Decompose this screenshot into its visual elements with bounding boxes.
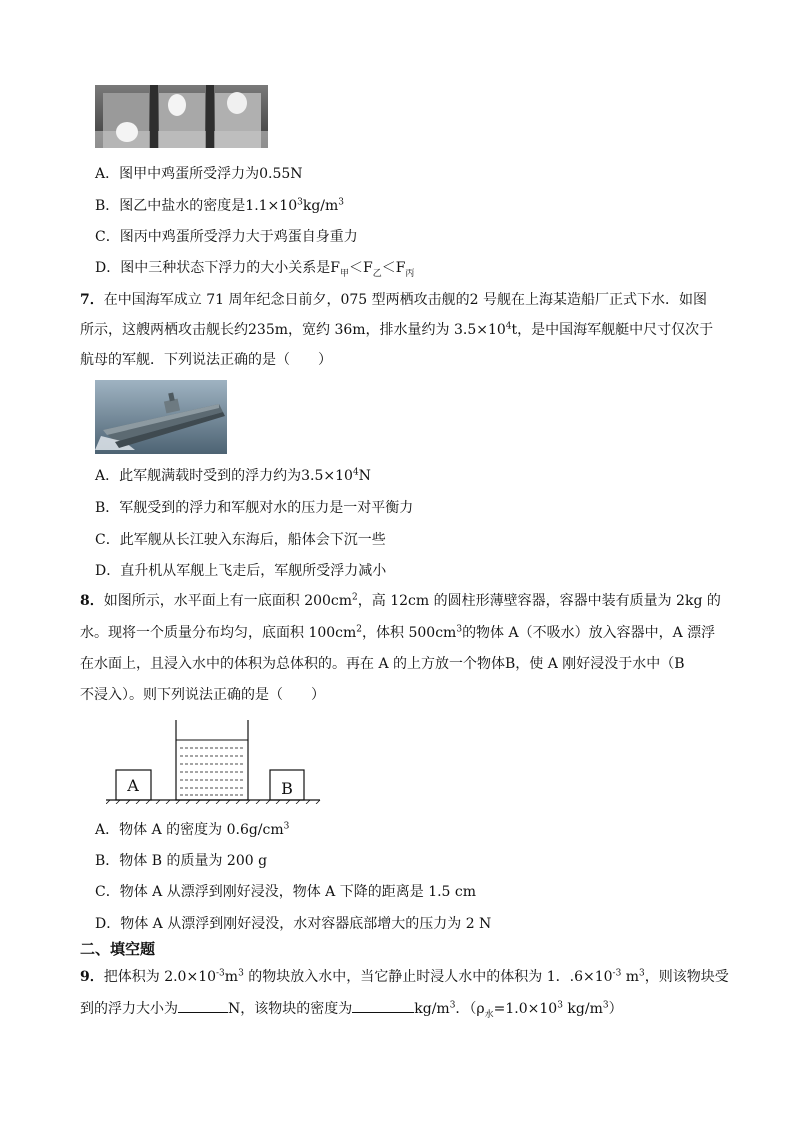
q8-option-a	[95, 820, 289, 840]
question-text: N，该物块的密度为	[228, 1001, 353, 1017]
question-text: 所示，这艘两栖攻击舰长约235m，宽约 36m，排水量约为 3.5×10	[80, 322, 506, 338]
question-text: 在中国海军成立 71 周年纪念日前夕，075 型两栖攻击舰的2 号舰在上海某造船厂正式下水．如图	[103, 292, 707, 308]
question-text: 如图所示，水平面上有一底面积 200cm	[103, 593, 353, 609]
option-letter: C．	[95, 229, 120, 245]
question-text: m	[621, 969, 640, 985]
q6-option-c	[95, 227, 358, 247]
option-text: 物体 B 的质量为 200 g	[119, 853, 268, 869]
option-letter: C．	[95, 532, 120, 548]
question-number: 8．	[80, 593, 104, 609]
question-text: 航母的军舰．下列说法正确的是（ ）	[80, 352, 332, 368]
question-text: ，体积 500cm	[362, 625, 457, 641]
q7-option-b	[95, 498, 413, 518]
question-text: ，高 12cm 的圆柱形薄壁容器，容器中装有质量为 2kg 的	[357, 593, 721, 609]
q8-stem-line-2	[80, 623, 715, 643]
q7-stem-line-2	[80, 320, 713, 340]
question-text: 不浸入）。则下列说法正确的是（ ）	[80, 687, 325, 703]
option-text: 物体 A 从漂浮到刚好浸没，物体 A 下降的距离是 1.5 cm	[119, 884, 477, 900]
option-letter: B．	[95, 500, 120, 516]
subscript: 甲	[339, 268, 349, 279]
egg-experiment-photo	[95, 85, 268, 148]
q6-option-a	[95, 164, 303, 184]
question-number: 7．	[80, 292, 104, 308]
unit-text: kg/m	[302, 198, 339, 214]
exponent: 3	[602, 1000, 609, 1011]
answer-blank-density[interactable]	[352, 998, 414, 1013]
option-text: ＜F	[381, 260, 406, 276]
option-text: 图甲中鸡蛋所受浮力为0.55N	[119, 166, 303, 182]
option-letter: D．	[95, 916, 121, 932]
option-text: 直升机从军舰上飞走后，军舰所受浮力减小	[120, 563, 387, 579]
question-text: 的物体 A（不吸水）放入容器中，A 漂浮	[462, 625, 716, 641]
exponent: 3	[449, 1000, 456, 1011]
option-text: 物体 A 从漂浮到刚好浸没，水对容器底部增大的压力为 2 N	[120, 916, 492, 932]
option-letter: A．	[95, 166, 120, 182]
section-heading-fill-in: 二、填空题	[80, 940, 156, 958]
question-text: m	[224, 969, 239, 985]
q8-option-d	[95, 914, 491, 934]
question-text: 到的浮力大小为	[80, 1001, 178, 1017]
subscript: 水	[484, 1009, 494, 1020]
option-text: 图乙中盐水的密度是1.1×10	[119, 198, 298, 214]
subscript: 乙	[372, 268, 382, 279]
question-number: 9．	[80, 969, 104, 985]
q7-option-a	[95, 466, 371, 486]
q8-stem-line-3	[80, 654, 685, 674]
option-letter: D．	[95, 563, 121, 579]
q9-stem-line-1	[80, 967, 729, 987]
q8-stem-line-1	[80, 591, 721, 611]
q7-stem-line-1	[80, 290, 707, 310]
exponent: 3	[557, 1000, 563, 1011]
exponent: -3	[216, 968, 225, 979]
water-hatching	[180, 748, 244, 795]
warship-photo	[95, 380, 227, 454]
option-letter: A．	[95, 468, 120, 484]
question-text: 在水面上，且浸入水中的体积为总体积的。再在 A 的上方放一个物体B，使 A 刚好浸没于水中（B	[80, 656, 685, 672]
exponent: 3	[338, 197, 345, 208]
question-text: ，则该物块受	[644, 969, 729, 985]
q9-stem-line-2	[80, 998, 623, 1019]
exponent: 3	[297, 197, 303, 208]
subscript: 丙	[405, 268, 415, 279]
question-text: =1.0×10	[493, 1001, 558, 1017]
option-letter: B．	[95, 198, 120, 214]
option-text: 此军舰从长江驶入东海后，船体会下沉一些	[119, 532, 386, 548]
option-letter: B．	[95, 853, 120, 869]
answer-blank-buoyancy[interactable]	[178, 998, 228, 1013]
q7-option-c	[95, 530, 386, 550]
option-text: 图中三种状态下浮力的大小关系是F	[120, 260, 340, 276]
question-text: ．（ρ	[455, 1001, 485, 1017]
q7-stem-line-3	[80, 350, 332, 370]
exponent: 4	[352, 467, 359, 478]
unit-text: N	[358, 468, 371, 484]
question-text: ）	[608, 1001, 623, 1017]
exponent: 3	[639, 968, 645, 979]
question-text: 水。现将一个质量分布均匀，底面积 100cm	[80, 625, 357, 641]
block-a-label: A	[127, 776, 139, 795]
container-diagram	[106, 718, 324, 804]
q7-option-d	[95, 561, 386, 581]
option-text: 物体 A 的密度为 0.6g/cm	[119, 822, 284, 838]
option-text: ＜F	[348, 260, 373, 276]
exponent: 4	[505, 321, 512, 332]
q8-stem-line-4	[80, 685, 325, 705]
block-b-label: B	[281, 779, 293, 798]
unit-text: kg/m	[414, 1001, 450, 1017]
unit-text: kg/m	[562, 1001, 603, 1017]
question-text: 的物块放入水中，当它静止时浸人水中的体积为 1．.6×10	[243, 969, 613, 985]
exponent: 3	[283, 821, 290, 832]
exponent: 3	[456, 624, 463, 635]
option-text: 军舰受到的浮力和军舰对水的压力是一对平衡力	[119, 500, 414, 516]
option-text: 图丙中鸡蛋所受浮力大于鸡蛋自身重力	[119, 229, 358, 245]
option-letter: C．	[95, 884, 120, 900]
exponent: 3	[238, 968, 244, 979]
q6-option-d	[95, 258, 414, 278]
option-text: 此军舰满载时受到的浮力约为3.5×10	[119, 468, 353, 484]
exponent: 2	[356, 624, 363, 635]
exponent: -3	[612, 968, 622, 979]
q8-option-b	[95, 851, 267, 871]
option-letter: D．	[95, 260, 121, 276]
question-text: t，是中国海军舰艇中尺寸仅次于	[511, 322, 714, 338]
q6-option-b	[95, 196, 344, 216]
exponent: 2	[352, 592, 358, 603]
q8-option-c	[95, 882, 476, 902]
question-text: 把体积为 2.0×10	[103, 969, 217, 985]
option-letter: A．	[95, 822, 120, 838]
